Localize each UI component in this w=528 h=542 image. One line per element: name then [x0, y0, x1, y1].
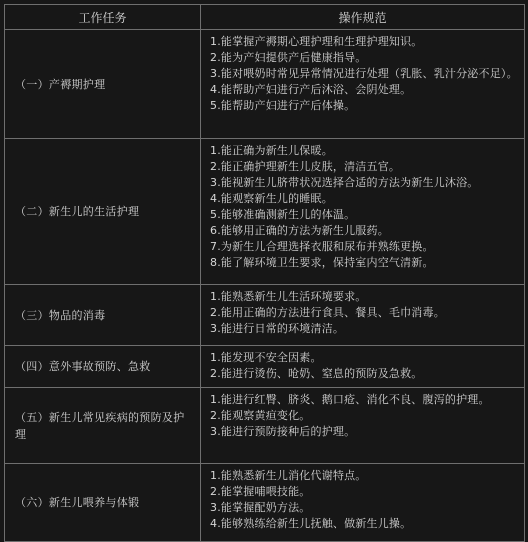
spec-item: 3.能对喂奶时常见异常情况进行处理（乳胀、乳汁分泌不足）。	[210, 67, 518, 80]
spec-item: 4.能观察新生儿的睡眠。	[210, 192, 333, 205]
spec-item: 2.能用正确的方法进行食具、餐具、毛巾消毒。	[210, 306, 445, 319]
spec-item: 3.能视新生儿脐带状况选择合适的方法为新生儿沐浴。	[210, 176, 479, 189]
spec-item: 2.能进行烫伤、呛奶、窒息的预防及急救。	[210, 367, 423, 380]
task-cell: （一）产褥期护理	[5, 30, 201, 139]
spec-item: 1.能掌握产褥期心理护理和生理护理知识。	[210, 35, 423, 48]
spec-item: 3.能进行日常的环境清洁。	[210, 322, 345, 335]
task-cell: （六）新生儿喂养与体锻	[5, 464, 201, 542]
table-row	[5, 346, 525, 388]
spec-item: 1.能进行红臀、脐炎、鹅口疮、消化不良、腹泻的护理。	[210, 393, 490, 406]
spec-item: 2.能观察黄疸变化。	[210, 409, 311, 422]
task-cell: （三）物品的消毒	[5, 285, 201, 346]
table-row	[5, 30, 525, 139]
header-spec: 操作规范	[201, 5, 525, 30]
spec-item: 3.能进行预防接种后的护理。	[210, 425, 356, 438]
spec-item: 1.能发现不安全因素。	[210, 351, 322, 364]
header-task: 工作任务	[5, 5, 201, 30]
spec-cell	[201, 464, 525, 542]
spec-item: 8.能了解环境卫生要求，保持室内空气清新。	[210, 256, 434, 269]
table-body	[5, 30, 525, 542]
spec-item: 7.为新生儿合理选择衣服和尿布并熟练更换。	[210, 240, 434, 253]
spec-item: 2.能正确护理新生儿皮肤，清洁五官。	[210, 160, 401, 173]
task-cell: （五）新生儿常见疾病的预防及护理	[5, 388, 201, 464]
spec-cell	[201, 139, 525, 285]
spec-item: 2.能掌握哺喂技能。	[210, 485, 311, 498]
task-spec-table	[4, 4, 525, 542]
spec-cell	[201, 346, 525, 388]
table-row	[5, 285, 525, 346]
spec-item: 4.能够熟练给新生儿抚触、做新生儿操。	[210, 517, 412, 530]
spec-item: 3.能掌握配奶方法。	[210, 501, 311, 514]
spec-item: 6.能够用正确的方法为新生儿服药。	[210, 224, 389, 237]
spec-item: 1.能熟悉新生儿消化代谢特点。	[210, 469, 367, 482]
spec-item: 2.能为产妇提供产后健康指导。	[210, 51, 367, 64]
table-row	[5, 464, 525, 542]
spec-cell	[201, 285, 525, 346]
spec-item: 5.能帮助产妇进行产后体操。	[210, 99, 356, 112]
spec-item: 5.能够准确测新生儿的体温。	[210, 208, 356, 221]
table-row	[5, 139, 525, 285]
spec-item: 1.能熟悉新生儿生活环境要求。	[210, 290, 367, 303]
table-header-row	[5, 5, 525, 30]
spec-item: 4.能帮助产妇进行产后沐浴、会阴处理。	[210, 83, 412, 96]
task-cell: （二）新生儿的生活护理	[5, 139, 201, 285]
table-row	[5, 388, 525, 464]
spec-cell	[201, 30, 525, 139]
task-cell: （四）意外事故预防、急救	[5, 346, 201, 388]
spec-cell	[201, 388, 525, 464]
spec-item: 1.能正确为新生儿保暖。	[210, 144, 333, 157]
